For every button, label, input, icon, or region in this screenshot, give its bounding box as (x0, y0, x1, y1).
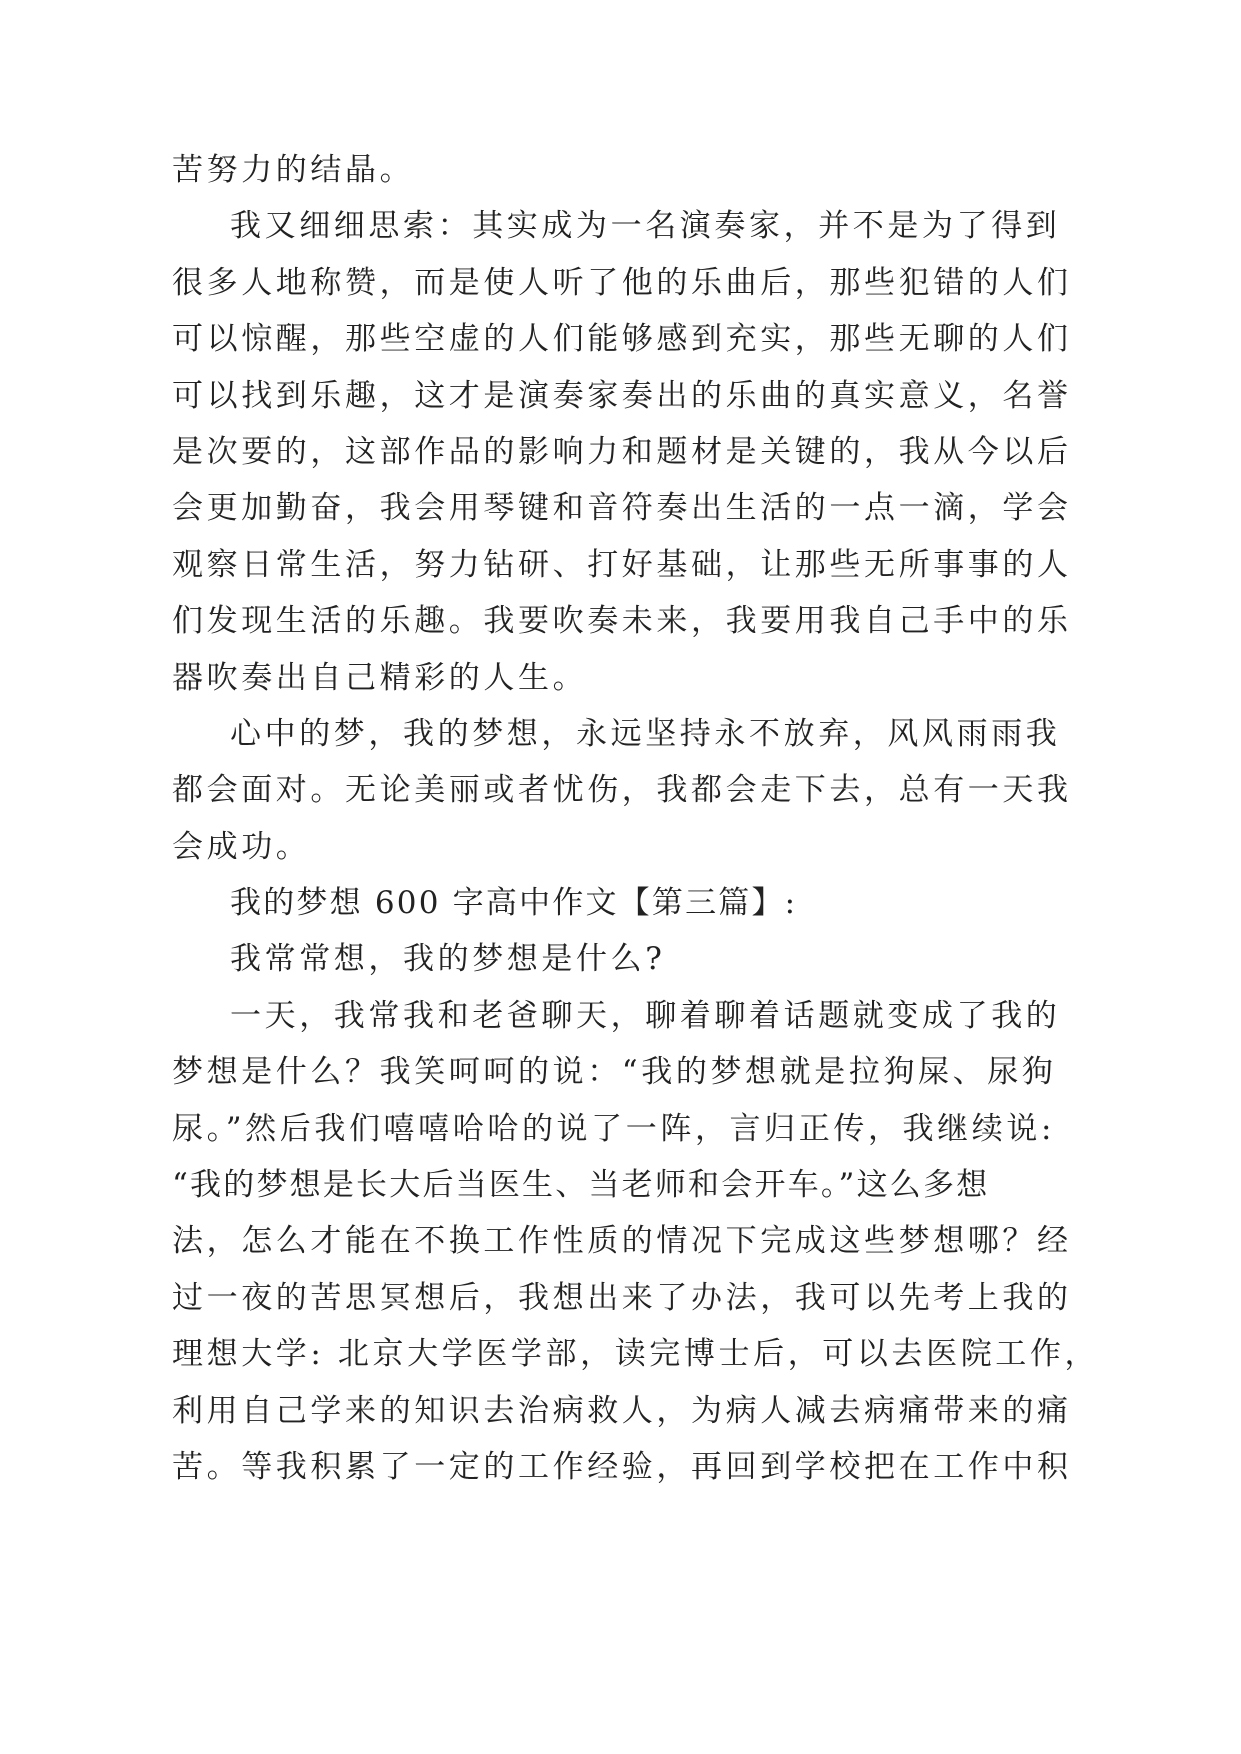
text-line: 很多人地称赞，而是使人听了他的乐曲后，那些犯错的人们 (172, 264, 1072, 301)
text-line: 是次要的，这部作品的影响力和题材是关键的，我从今以后 (172, 433, 1072, 470)
paragraph-start-line: 我常常想，我的梦想是什么? (230, 941, 666, 978)
text-line: “我的梦想是长大后当医生、当老师和会开车。”这么多想 (172, 1167, 990, 1204)
text-line: 会成功。 (172, 828, 311, 865)
text-line: 可以惊醒，那些空虚的人们能够感到充实，那些无聊的人们 (172, 321, 1072, 358)
text-line: 器吹奏出自己精彩的人生。 (172, 659, 588, 696)
paragraph-start-line: 一天，我常我和老爸聊天，聊着聊着话题就变成了我的 (230, 997, 1061, 1034)
paragraph-start-line: 心中的梦，我的梦想，永远坚持永不放弃，风风雨雨我 (230, 715, 1061, 752)
text-line: 观察日常生活，努力钻研、打好基础，让那些无所事事的人 (172, 546, 1072, 583)
paragraph-start-line: 我又细细思索：其实成为一名演奏家，并不是为了得到 (230, 208, 1061, 245)
text-line: 可以找到乐趣，这才是演奏家奏出的乐曲的真实意义，名誉 (172, 377, 1072, 414)
text-line: 苦努力的结晶。 (172, 152, 415, 188)
text-line: 过一夜的苦思冥想后，我想出来了办法，我可以先考上我的 (172, 1279, 1072, 1316)
paragraph-start-line: 我的梦想 600 字高中作文【第三篇】: (230, 885, 798, 922)
essay-text (172, 142, 1100, 1495)
text-line: 们发现生活的乐趣。我要吹奏未来，我要用我自己手中的乐 (172, 603, 1072, 640)
text-line: 都会面对。无论美丽或者忧伤，我都会走下去，总有一天我 (172, 772, 1072, 809)
text-line: 利用自己学来的知识去治病救人，为病人减去病痛带来的痛 (172, 1392, 1072, 1429)
text-line: 理想大学: 北京大学医学部，读完博士后，可以去医院工作， (172, 1336, 1100, 1373)
text-line: 会更加勤奋，我会用琴键和音符奏出生活的一点一滴，学会 (172, 490, 1072, 527)
text-line: 梦想是什么？我笑呵呵的说：“我的梦想就是拉狗屎、尿狗 (172, 1054, 1057, 1091)
text-line: 苦。等我积累了一定的工作经验，再回到学校把在工作中积 (172, 1448, 1072, 1485)
text-line: 尿。”然后我们嘻嘻哈哈的说了一阵，言归正传，我继续说: (172, 1110, 1055, 1147)
text-line: 法，怎么才能在不换工作性质的情况下完成这些梦想哪？经 (172, 1223, 1072, 1260)
